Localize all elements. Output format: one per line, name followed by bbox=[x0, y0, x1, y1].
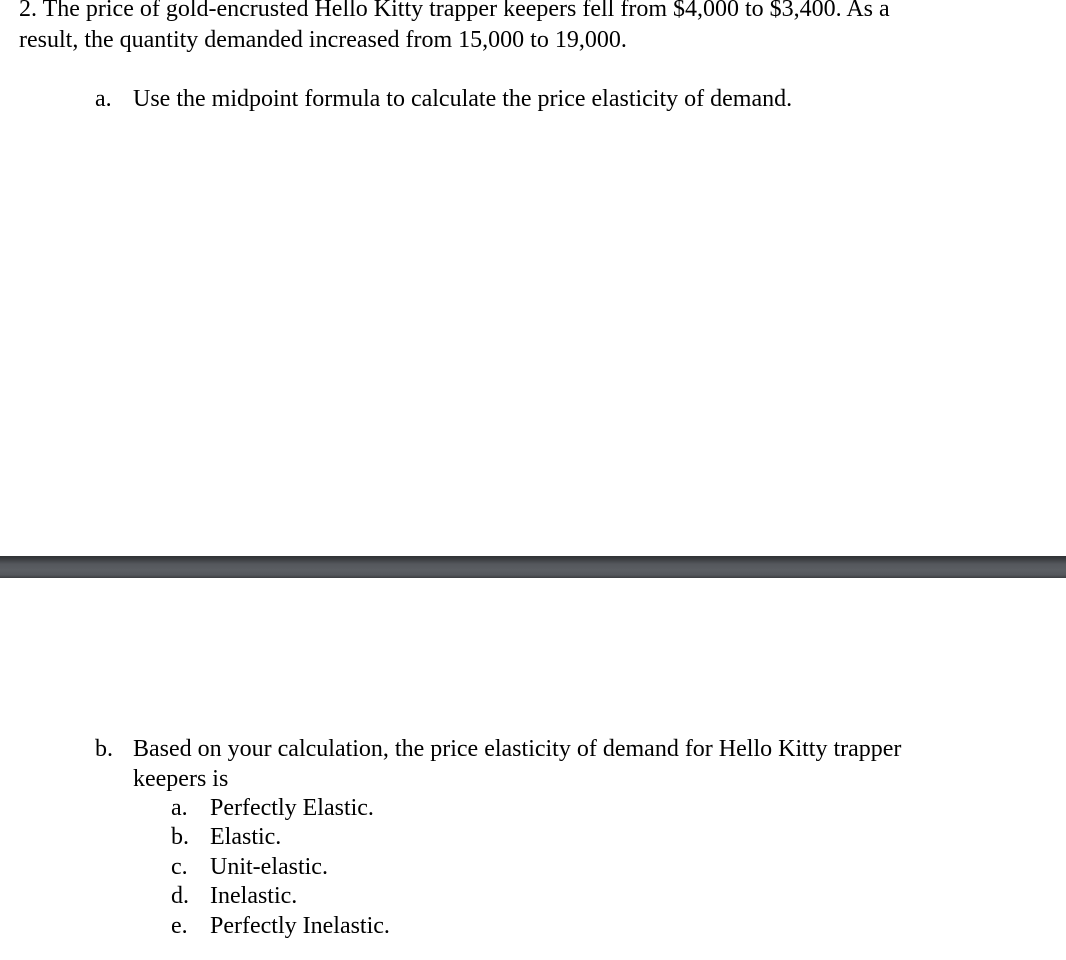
option-b-marker: b. bbox=[171, 824, 189, 850]
option-e-marker: e. bbox=[171, 913, 188, 939]
option-a-marker: a. bbox=[171, 795, 188, 821]
option-d-text: Inelastic. bbox=[210, 883, 298, 909]
option-a-text: Perfectly Elastic. bbox=[210, 795, 374, 821]
part-b-line-1: Based on your calculation, the price elasticity of demand for Hello Kitty trapper bbox=[133, 736, 902, 762]
page-divider bbox=[0, 556, 1066, 578]
part-a-text: Use the midpoint formula to calculate the price elasticity of demand. bbox=[133, 86, 793, 112]
option-e-text: Perfectly Inelastic. bbox=[210, 913, 390, 939]
option-c-text: Unit-elastic. bbox=[210, 854, 328, 880]
option-d-marker: d. bbox=[171, 883, 189, 909]
question-line-1: 2. The price of gold-encrusted Hello Kitty trapper keepers fell from $4,000 to $3,400. As a bbox=[19, 0, 890, 22]
part-a-marker: a. bbox=[95, 86, 112, 112]
option-b-text: Elastic. bbox=[210, 824, 282, 850]
part-b-line-2: keepers is bbox=[133, 766, 229, 792]
question-line-2: result, the quantity demanded increased from 15,000 to 19,000. bbox=[19, 27, 627, 53]
part-b-marker: b. bbox=[95, 736, 113, 762]
option-c-marker: c. bbox=[171, 854, 188, 880]
